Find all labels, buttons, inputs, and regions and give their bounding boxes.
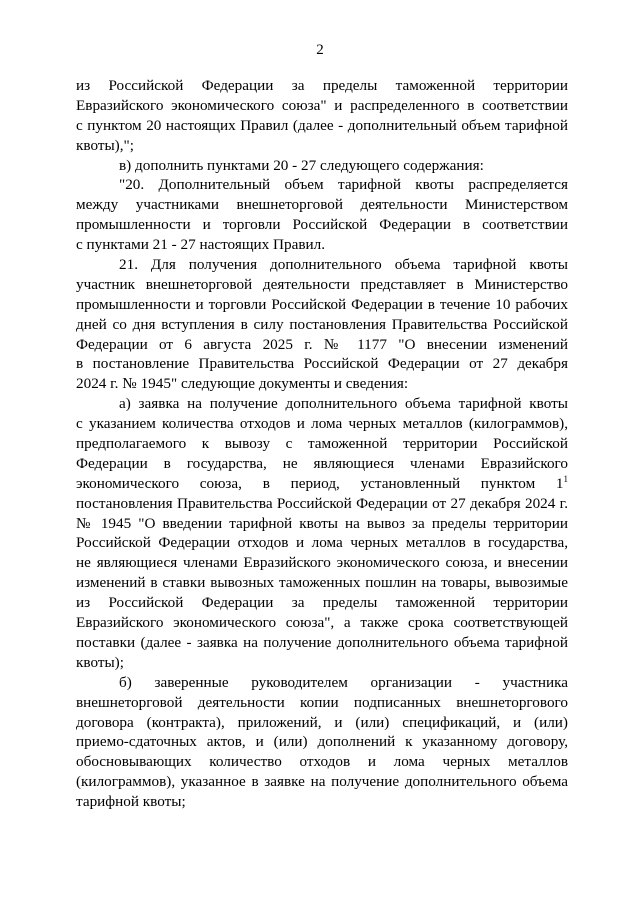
text-line: [76, 593, 568, 613]
text-line: [76, 573, 568, 593]
text-line-content: с пунктами 21 - 27 настоящих Правил.: [76, 236, 326, 254]
text-line-content: Евразийского экономического союза" и распределенного в соответствии: [76, 96, 568, 114]
text-line: [76, 752, 568, 772]
text-line-content: участник внешнеторговой деятельности представляет в Министерство: [76, 275, 568, 293]
text-line-content: Федерации от 6 августа 2025 г. № 1177 "О внесении изменений: [76, 335, 568, 353]
text-line: [76, 514, 568, 534]
text-line-content: квоты);: [76, 653, 124, 671]
text-line-content: с пунктом 20 настоящих Правил (далее - дополнительный объем тарифной: [76, 116, 568, 134]
text-line: [76, 374, 568, 394]
text-line: [76, 315, 568, 335]
text-line-content: предполагаемого к вывозу с таможенной территории Российской: [76, 435, 568, 453]
text-line: [76, 394, 568, 414]
text-line-content: внешнеторговой деятельности копии подписанных внешнеторгового: [76, 693, 568, 711]
text-line: [76, 136, 568, 156]
text-line-content: из Российской Федерации за пределы таможенной территории: [76, 77, 568, 94]
text-line-content: Российской Федерации отходов и лома черных металлов в государства,: [76, 534, 568, 552]
text-line: [76, 673, 568, 693]
text-line-content: не являющиеся членами Евразийского экономического союза, и внесении: [76, 554, 568, 572]
text-line: [76, 553, 568, 573]
superscript: 1: [563, 473, 568, 484]
text-line: [76, 494, 568, 514]
text-line-content: 21. Для получения дополнительного объема тарифной квоты: [119, 256, 568, 274]
text-line: [76, 414, 568, 434]
text-line: [76, 195, 568, 215]
text-line: [76, 335, 568, 355]
text-line: [76, 116, 568, 136]
text-line: [76, 454, 568, 474]
text-line-content: промышленности и торговли Российской Федерации в течение 10 рабочих: [76, 295, 568, 313]
text-line: [76, 693, 568, 713]
text-line: [76, 732, 568, 752]
text-line-content: из Российской Федерации за пределы таможенной территории: [76, 594, 568, 612]
text-line: [76, 533, 568, 553]
text-line-content: постановления Правительства Российской Федерации от 27 декабря 2024 г.: [76, 494, 568, 512]
text-line: [76, 633, 568, 653]
text-line-content: с указанием количества отходов и лома черных металлов (килограммов),: [76, 415, 568, 433]
text-line-content: в) дополнить пунктами 20 - 27 следующего содержания:: [119, 156, 484, 174]
text-line: [76, 295, 568, 315]
text-line-content: (килограммов), указанное в заявке на получение дополнительного объема: [76, 773, 568, 791]
text-line-content: 2024 г. № 1945" следующие документы и сведения:: [76, 375, 409, 393]
text-line-content: между участниками внешнеторговой деятельности Министерством: [76, 196, 568, 214]
text-line-content: а) заявка на получение дополнительного объема тарифной квоты: [119, 395, 568, 413]
text-line: [76, 175, 568, 195]
text-line-content: "20. Дополнительный объем тарифной квоты распределяется: [119, 176, 568, 194]
text-line: [76, 255, 568, 275]
text-line-content: обосновывающих количество отходов и лома черных металлов: [76, 753, 568, 771]
text-line-content: приемо-сдаточных актов, и (или) дополнений к указанному договору,: [76, 733, 568, 751]
text-line-content: б) заверенные руководителем организации - участника: [119, 673, 568, 691]
text-line: [76, 96, 568, 116]
text-line: [76, 354, 568, 374]
text-line: [76, 792, 568, 812]
text-line-content: в постановление Правительства Российской Федерации от 27 декабря: [76, 355, 568, 373]
text-line-content: Евразийского экономического союза", а также срока соответствующей: [76, 614, 568, 632]
text-line: [76, 156, 568, 176]
text-line: [76, 235, 568, 255]
text-line-content: № 1945 "О введении тарифной квоты на вывоз за пределы территории: [76, 514, 568, 532]
text-line: [76, 713, 568, 733]
text-line-content: договора (контракта), приложений, и (или) спецификаций, и (или): [76, 713, 568, 731]
text-line: [76, 215, 568, 235]
page-number: 2: [316, 42, 324, 58]
text-line: [76, 474, 568, 494]
text-line-content: экономического союза, в период, установленный пунктом 1: [76, 474, 564, 492]
text-line: [76, 434, 568, 454]
text-line-content: Федерации в государства, не являющиеся членами Евразийского: [76, 454, 568, 472]
text-line-content: промышленности и торговли Российской Федерации в соответствии: [76, 216, 568, 234]
text-line: [76, 772, 568, 792]
text-line-content: квоты),";: [76, 136, 134, 154]
text-line: [76, 76, 568, 96]
text-line: [76, 653, 568, 673]
text-line-content: дней со дня вступления в силу постановления Правительства Российской: [76, 315, 568, 333]
text-line: [76, 275, 568, 295]
document-body: [76, 76, 568, 812]
text-line-content: изменений в ставки вывозных таможенных пошлин на товары, вывозимые: [76, 574, 568, 592]
text-line-content: поставки (далее - заявка на получение дополнительного объема тарифной: [76, 633, 568, 651]
text-line: [76, 613, 568, 633]
text-line-content: тарифной квоты;: [76, 793, 186, 811]
